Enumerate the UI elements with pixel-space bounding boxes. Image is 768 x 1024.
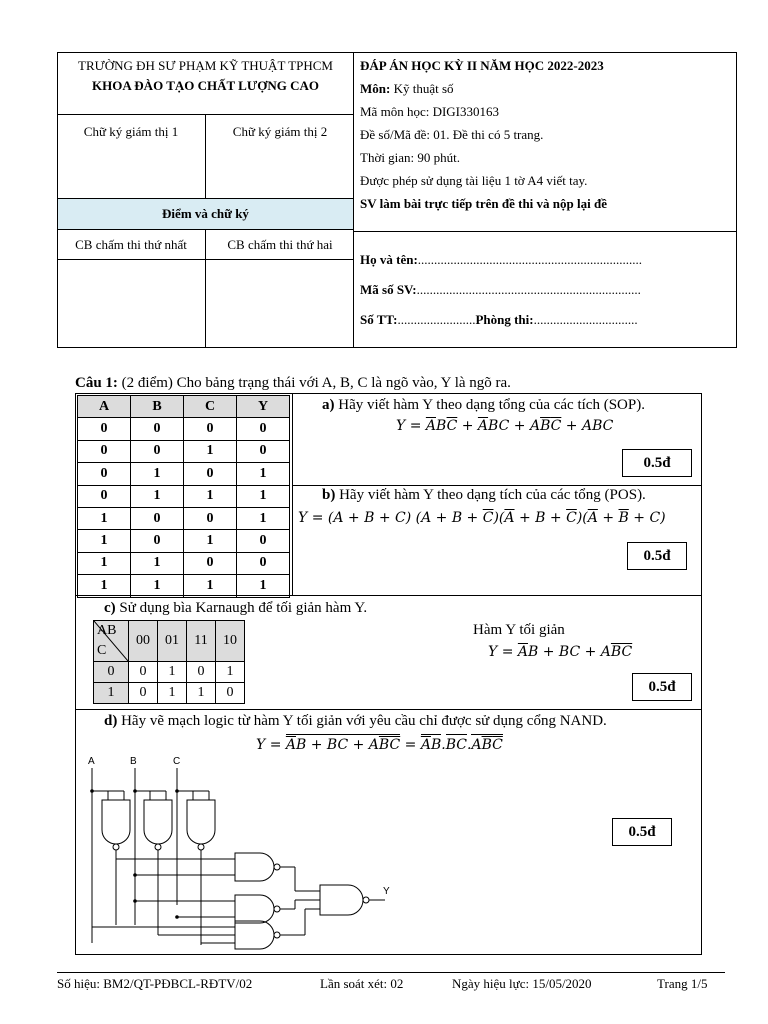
cell: 0 [237,440,290,462]
footer-code: Số hiệu: BM2/QT-PĐBCL-RĐTV/02 [57,976,253,991]
footer-page: Trang 1/5 [657,976,708,991]
footer-revision: Lần soát xét: 02 [320,976,404,991]
kmap-cell: 0 [216,683,245,704]
table-row [78,463,290,485]
kmap-col-header: 11 [187,621,216,662]
student-name-line [360,252,642,268]
kmap-cell: 0 [187,662,216,683]
table-row [78,440,290,462]
nand-circuit [80,755,400,955]
part-a-text: Hãy viết hàm Y theo dạng tổng của các tích (SOP). [334,397,645,413]
course-code: Mã môn học: DIGI330163 [360,104,500,119]
cell: 1 [184,485,237,507]
rule [292,393,293,595]
pos-equation: Y = (A + B + C) $(A + B + \overline{C})(\overline{A} + B + \overline{C})(\overline{A} + \overline{B} + C)$ [298,510,666,526]
cell: 1 [78,507,131,529]
kmap-cell: 0 [129,683,158,704]
cell: 0 [131,440,184,462]
kmap-col-header: 01 [158,621,187,662]
cell: 0 [184,463,237,485]
rule [353,231,737,232]
cell: 1 [131,485,184,507]
cell: 1 [237,463,290,485]
cell: 0 [131,507,184,529]
cell: 1 [237,575,290,597]
cell: 0 [184,552,237,574]
question-1-text: (2 điểm) Cho bảng trạng thái với A, B, C là ngõ vào, Y là ngõ ra. [117,375,511,391]
table-row [78,507,290,529]
name-field[interactable]: ..................................................................... [417,252,643,267]
student-id-line [360,282,641,298]
nand-gate-2 [135,895,280,923]
nand-equation: $Y = \overline{A}B$ + BC + $A\overline{B}\overline{C} = \overline{A}B.BC.A\overline{B}\overline{C}$ [256,734,503,754]
cell: 0 [237,552,290,574]
simplified-label: Hàm Y tối giản [473,622,565,638]
kmap-corner-ab: AB [97,623,117,638]
allowed-material: Được phép sử dụng tài liệu 1 tờ A4 viết tay. [360,173,588,188]
input-label-b: B [130,756,137,767]
karnaugh-map [93,620,245,704]
input-label-a: A [88,756,95,767]
score-signature-label: Điểm và chữ ký [162,206,249,221]
cell: 1 [131,552,184,574]
cell: 0 [131,530,184,552]
table-row [78,575,290,597]
grader-2: CB chấm thi thứ hai [227,237,333,252]
nand-gate-output [280,867,385,935]
cell: 0 [237,418,290,440]
part-c-text: Sử dụng bìa Karnaugh để tối giản hàm Y. [115,600,368,616]
nand-gate-inverter-b [135,791,172,935]
cell: 1 [78,575,131,597]
duration: Thời gian: 90 phút. [360,150,461,165]
kmap-cell: 1 [158,662,187,683]
exam-title: ĐÁP ÁN HỌC KỲ II NĂM HỌC 2022-2023 [360,58,604,73]
kmap-cell: 1 [158,683,187,704]
points-badge-c: 0.5đ [632,673,692,701]
grader-1: CB chấm thi thứ nhất [75,237,187,252]
kmap-cell: 1 [187,683,216,704]
stt-label: Số TT: [360,312,398,327]
cell: 1 [131,463,184,485]
nand-gate-3 [92,921,280,949]
part-a-prompt [322,397,645,414]
cell: 0 [78,418,131,440]
kmap-corner [94,621,129,662]
rule [292,485,702,486]
rule [75,709,702,710]
exam-number: Đề số/Mã đề: 01. Đề thi có 5 trang. [360,127,544,142]
cell: 1 [184,575,237,597]
table-row [78,530,290,552]
truth-header: C [184,396,237,418]
kmap-row [94,683,245,704]
cell: 0 [131,418,184,440]
subject-value: Kỹ thuật số [390,81,454,96]
stt-field[interactable]: ........................ [397,312,476,327]
simplified-equation: $Y = \overline{A}B$ + BC + $A\overline{B}\overline{C}$ [488,644,633,660]
room-field[interactable]: ................................ [533,312,638,327]
kmap-row-header: 0 [94,662,129,683]
cell: 0 [78,440,131,462]
input-label-c: C [173,756,181,767]
cell: 1 [78,552,131,574]
subject-line [360,81,454,97]
part-d-prompt [104,713,607,730]
part-a-label: a) [322,397,335,413]
invigilator-1-signature: Chữ ký giám thị 1 [83,124,179,139]
footer-rule [57,972,725,973]
truth-table [77,395,290,598]
table-row [78,485,290,507]
table-row [78,418,290,440]
part-d-text: Hãy vẽ mạch logic từ hàm Y tối giản với yêu cầu chỉ được sử dụng cổng NAND. [117,713,607,729]
nand-gate-1 [116,853,280,881]
kmap-row [94,662,245,683]
school-name: TRƯỜNG ĐH SƯ PHẠM KỸ THUẬT TPHCM [78,58,333,73]
truth-header: Y [237,396,290,418]
question-1-title [75,375,511,392]
kmap-col-header: 10 [216,621,245,662]
kmap-row-header: 1 [94,683,129,704]
id-label: Mã số SV: [360,282,417,297]
cell: 1 [237,485,290,507]
kmap-cell: 1 [216,662,245,683]
kmap-cell: 0 [129,662,158,683]
kmap-col-header: 00 [129,621,158,662]
invigilator-2-signature: Chữ ký giám thị 2 [232,124,328,139]
cell: 0 [237,530,290,552]
footer-effective-date: Ngày hiệu lực: 15/05/2020 [452,976,592,991]
part-b-text: Hãy viết hàm Y theo dạng tích của các tổng (POS). [335,487,646,503]
cell: 0 [184,418,237,440]
instruction: SV làm bài trực tiếp trên đề thi và nộp lại đề [360,196,607,211]
part-c-prompt [104,600,367,617]
points-badge-a: 0.5đ [622,449,692,477]
cell: 1 [131,575,184,597]
id-field[interactable]: ..................................................................... [416,282,641,297]
cell: 0 [184,507,237,529]
points-badge-d: 0.5đ [612,818,672,846]
room-label: Phòng thi: [475,312,534,327]
nand-gate-inverter-a [92,791,130,925]
cell: 1 [184,440,237,462]
cell: 1 [78,530,131,552]
cell: 1 [184,530,237,552]
seat-room-line [360,312,638,328]
output-label-y: Y [383,886,390,897]
kmap-corner-c: C [97,643,107,658]
sop-equation: $Y = \overline{A}B\overline{C} + \overline{A}BC + A\overline{B}\overline{C}$ + ABC [396,418,614,434]
question-1-label: Câu 1: [75,375,118,391]
part-b-label: b) [322,487,336,503]
header-divider [353,52,354,348]
truth-header: B [131,396,184,418]
part-d-label: d) [104,713,118,729]
points-badge-b: 0.5đ [627,542,687,570]
truth-header: A [78,396,131,418]
cell: 0 [78,463,131,485]
name-label: Họ và tên: [360,252,418,267]
table-row [78,552,290,574]
faculty-name: KHOA ĐÀO TẠO CHẤT LƯỢNG CAO [92,78,319,93]
truth-header-row [78,396,290,418]
cell: 0 [78,485,131,507]
part-b-prompt [322,487,646,504]
nand-gate-inverter-c [177,791,215,945]
subject-label: Môn: [360,81,391,96]
cell: 1 [237,507,290,529]
part-c-label: c) [104,600,116,616]
kmap-header-row [94,621,245,662]
